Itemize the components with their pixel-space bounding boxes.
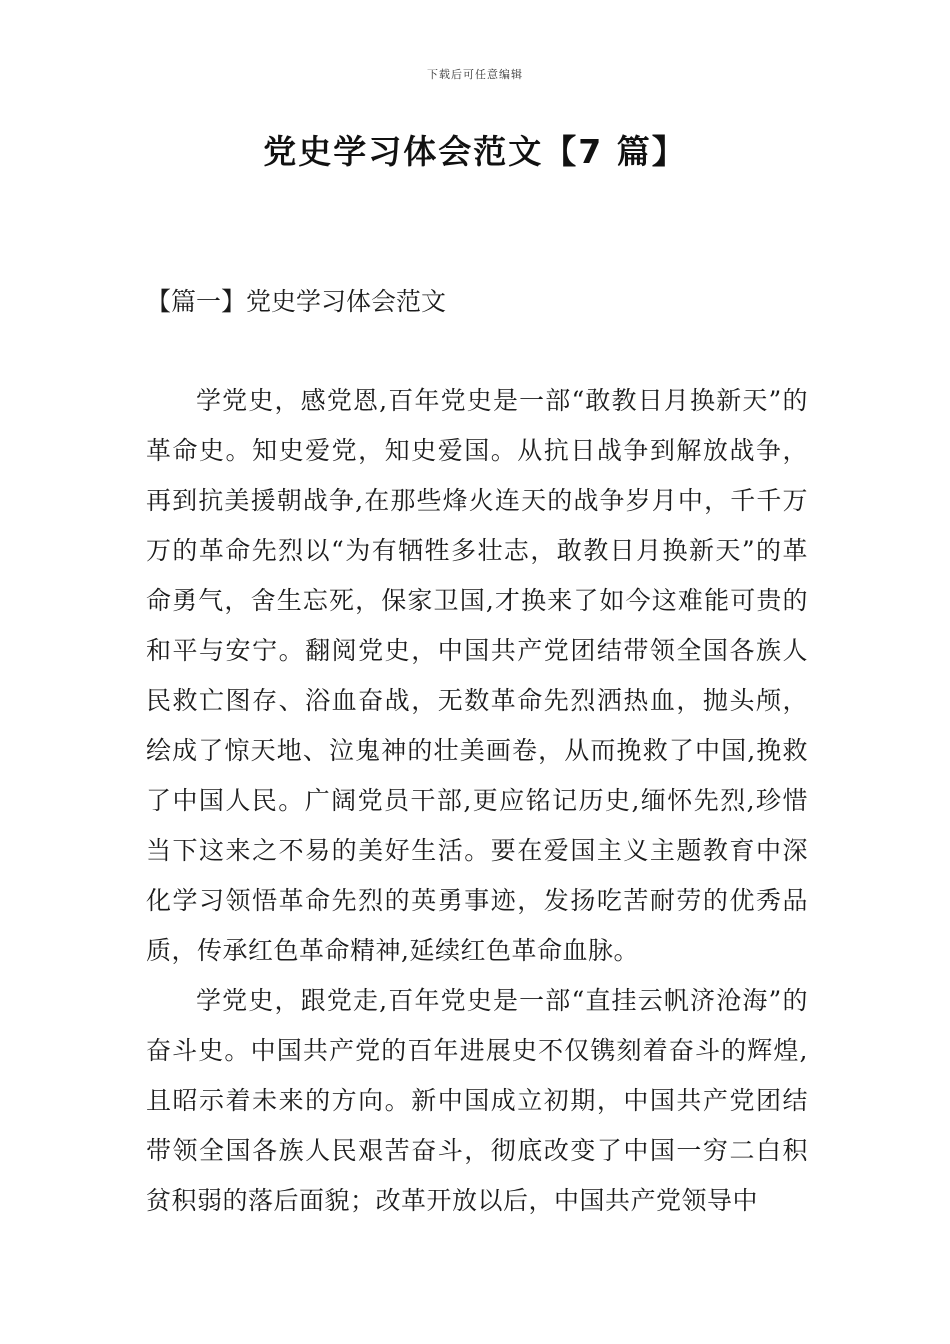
document-title: 党史学习体会范文【7 篇】 bbox=[263, 132, 687, 171]
section-heading: 【篇一】党史学习体会范文 bbox=[146, 287, 447, 316]
body-text bbox=[146, 376, 808, 1226]
header-note: 下载后可任意编辑 bbox=[427, 68, 523, 81]
paragraph: 学党史，跟党走,百年党史是一部“直挂云帆济沧海”的奋斗史。中国共产党的百年进展史不仅镌刻着奋斗的辉煌,且昭示着未来的方向。新中国成立初期，中国共产党团结带领全国各族人民艰苦奋斗，彻底改变了中国一穷二白积贫积弱的落后面貌；改革开放以后，中国共产党领导中 bbox=[146, 986, 808, 1215]
paragraph: 学党史，感党恩,百年党史是一部“敢教日月换新天”的革命史。知史爱党，知史爱国。从抗日战争到解放战争，再到抗美援朝战争,在那些烽火连天的战争岁月中，千千万万的革命先烈以“为有牺牲多壮志，敢教日月换新天”的革命勇气，舍生忘死，保家卫国,才换来了如今这难能可贵的和平与安宁。翻阅党史，中国共产党团结带领全国各族人民救亡图存、浴血奋战，无数革命先烈洒热血，抛头颅，绘成了惊天地、泣鬼神的壮美画卷，从而挽救了中国,挽救了中国人民。广阔党员干部,更应铭记历史,缅怀先烈,珍惜当下这来之不易的美好生活。要在爱国主义主题教育中深化学习领悟革命先烈的英勇事迹，发扬吃苦耐劳的优秀品质，传承红色革命精神,延续红色革命血脉。 bbox=[146, 386, 808, 965]
